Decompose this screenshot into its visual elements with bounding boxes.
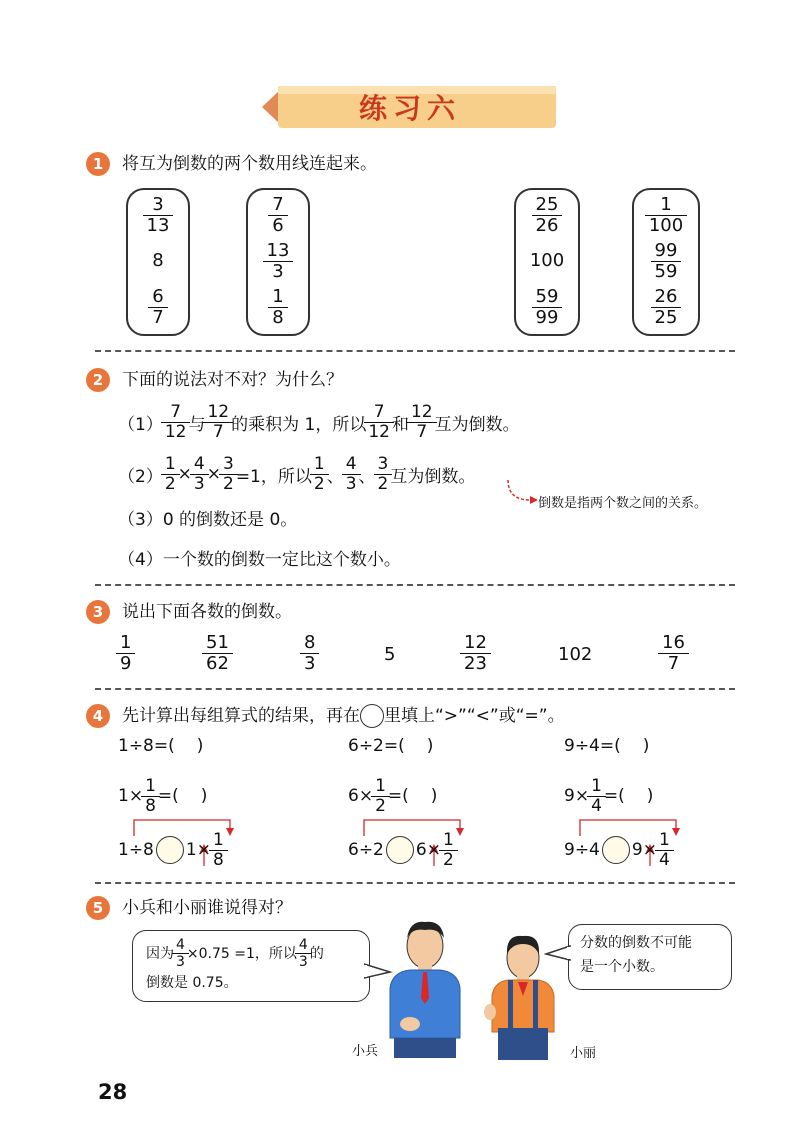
text-segment: 1 (120, 632, 132, 653)
text-segment: 4 (345, 453, 357, 474)
text-segment: 7 (407, 422, 437, 441)
text-segment: （1） (118, 414, 163, 435)
fraction (653, 288, 680, 327)
section-divider (95, 882, 735, 884)
fraction (534, 288, 561, 327)
text-segment: 4 (655, 850, 674, 869)
bubble-left-line2: 倒数是 0.75。 (146, 975, 238, 991)
text-segment: 7 (658, 653, 689, 673)
question-number-5: 5 (86, 896, 110, 920)
boy-name: 小兵 (352, 1044, 379, 1059)
text-segment: 1 (442, 829, 454, 850)
text-segment: 1 (145, 775, 156, 796)
question-1-text: 将互为倒数的两个数用线连起来。 (122, 154, 377, 174)
section-divider (95, 350, 735, 352)
text-segment: 2 (374, 474, 393, 493)
title-banner (262, 82, 558, 132)
text-segment: =( (387, 786, 409, 806)
comparison-row (564, 830, 672, 870)
value-item (302, 634, 317, 673)
text-segment: 1 (591, 775, 602, 796)
text-segment: 6× (415, 840, 441, 860)
compare-circle[interactable] (386, 836, 414, 864)
text-segment: 3 (300, 653, 319, 673)
text-segment: 3 (263, 261, 294, 281)
fraction (647, 196, 685, 235)
text-segment: 2 (310, 474, 329, 493)
text-segment: 7 (373, 401, 385, 422)
text-segment: 25 (535, 194, 559, 215)
text-segment: 2 (161, 474, 180, 493)
fraction (205, 401, 231, 442)
division-expression (118, 736, 203, 756)
text-segment: 8 (304, 632, 316, 653)
text-segment: 互为倒数。 (434, 414, 520, 435)
text-segment: （2） (118, 466, 163, 487)
text-segment: 1 (272, 286, 284, 307)
text-segment: ) (426, 736, 434, 756)
text-segment: 的 (309, 945, 324, 962)
text-segment: 3 (222, 453, 234, 474)
text-segment: 25 (651, 307, 682, 327)
text-segment: 9÷4=( (564, 736, 621, 756)
text-segment: ×0.75 =1，所以 (186, 945, 297, 962)
question-3-text: 说出下面各数的倒数。 (122, 602, 292, 622)
multiplication-expression (348, 776, 437, 816)
value-item (462, 634, 489, 673)
fraction (589, 775, 604, 816)
text-segment: 51 (206, 632, 229, 653)
text-segment: 1 (212, 829, 224, 850)
text-segment: 3 (152, 194, 164, 215)
text-segment: 4 (298, 937, 308, 953)
fraction (302, 634, 317, 673)
multiplication-expression (564, 776, 653, 816)
text-segment: ) (646, 786, 654, 806)
text-segment: 、 (358, 466, 376, 487)
text-segment: 1 (658, 829, 670, 850)
text-segment: 7 (170, 401, 182, 422)
text-segment: 9× (631, 840, 657, 860)
fraction (653, 242, 680, 281)
text-segment: 26 (532, 215, 563, 235)
text-segment: 6÷2 (348, 840, 384, 860)
text-segment: 先计算出每组算式的结果，再在 (122, 706, 360, 726)
fraction (270, 288, 285, 327)
text-segment: 9 (116, 653, 135, 673)
text-segment: 3 (190, 474, 209, 493)
text-segment: 9× (564, 786, 590, 806)
text-segment: 1 (164, 453, 176, 474)
text-segment: ) (642, 736, 650, 756)
fraction (192, 453, 207, 494)
text-segment: 12 (161, 422, 191, 441)
text-segment: 13 (266, 240, 290, 261)
text-segment: 100 (645, 215, 687, 235)
fraction (462, 634, 489, 673)
value-item (204, 634, 231, 673)
text-segment: 里填上“>”“<”或“=”。 (384, 706, 565, 726)
page-number: 28 (98, 1080, 128, 1104)
text-segment: 26 (654, 286, 678, 307)
fraction (660, 634, 687, 673)
text-segment: ) (430, 786, 438, 806)
text-segment: 因为 (146, 945, 174, 962)
text-segment: =( (157, 786, 179, 806)
text-segment: 与 (188, 414, 206, 435)
text-segment: 12 (464, 632, 487, 653)
fraction (174, 938, 187, 969)
text-segment: 1÷8=( (118, 736, 175, 756)
text-segment: 互为倒数。 (390, 466, 476, 487)
value-item (118, 634, 133, 673)
fraction (150, 288, 165, 327)
value-item: 102 (558, 644, 593, 665)
text-segment: × (177, 464, 192, 484)
statement-3: （3）0 的倒数还是 0。 (118, 510, 298, 530)
text-segment: ) (196, 736, 204, 756)
question-number-1: 1 (86, 152, 110, 176)
text-segment: 3 (172, 953, 189, 969)
text-segment: 4 (176, 937, 185, 953)
fraction (265, 242, 292, 281)
fraction (657, 829, 672, 870)
text-segment: 4 (193, 453, 205, 474)
fraction (376, 453, 391, 494)
text-segment: 62 (202, 653, 233, 673)
text-segment: 13 (143, 215, 174, 235)
text-segment: 1× (118, 786, 144, 806)
text-segment: 2 (219, 474, 238, 493)
text-segment: 12 (207, 401, 230, 422)
text-segment: 1 (313, 453, 325, 474)
text-segment: 23 (460, 653, 491, 673)
text-segment: 7 (272, 194, 284, 215)
fraction (163, 453, 178, 494)
division-expression (348, 736, 433, 756)
text-segment: 1× (185, 840, 211, 860)
section-divider (95, 584, 735, 586)
text-segment: 7 (148, 307, 167, 327)
fraction (409, 401, 435, 442)
bubble-left-line1 (146, 938, 324, 969)
text-segment: 3 (342, 474, 361, 493)
question-4-text (122, 704, 565, 728)
text-segment: 1÷8 (118, 840, 154, 860)
fraction (204, 634, 231, 673)
text-segment: 7 (203, 422, 233, 441)
girl-illustration (478, 932, 568, 1060)
text-segment: 6 (268, 215, 287, 235)
statement-2 (118, 452, 475, 496)
text-segment: 3 (295, 953, 312, 969)
compare-circle[interactable] (602, 836, 630, 864)
question-number-4: 4 (86, 704, 110, 728)
section-divider (95, 688, 735, 690)
text-segment: 8 (268, 307, 287, 327)
text-segment: 、 (326, 466, 344, 487)
text-segment: 2 (439, 850, 458, 869)
question-number-2: 2 (86, 368, 110, 392)
text-segment: 9÷4 (564, 840, 600, 860)
text-segment: =( (603, 786, 625, 806)
text-segment: 8 (209, 850, 228, 869)
text-segment: 12 (410, 401, 433, 422)
note-arrow (500, 478, 540, 508)
text-segment: × (206, 464, 221, 484)
number-group-a (126, 188, 190, 336)
text-segment: 4 (587, 796, 606, 815)
note-text: 倒数是指两个数之间的关系。 (538, 496, 708, 511)
text-segment: 12 (364, 422, 394, 441)
text-segment: 6÷2=( (348, 736, 405, 756)
text-segment: 1 (375, 775, 386, 796)
fraction (211, 829, 226, 870)
text-segment: 1 (660, 194, 672, 215)
fraction (534, 196, 561, 235)
fraction (270, 196, 285, 235)
bubble-right-line1: 分数的倒数不可能 (580, 935, 692, 951)
fraction (366, 401, 392, 442)
comparison-row (118, 830, 226, 870)
text-segment: 6 (152, 286, 164, 307)
number-group-b (246, 188, 310, 336)
text-segment: 99 (532, 307, 563, 327)
text-segment: 的乘积为 1，所以 (231, 414, 367, 435)
comparison-row (348, 830, 456, 870)
question-5-text: 小兵和小丽谁说得对？ (122, 898, 292, 918)
bubble-right-line2: 是一个小数。 (580, 959, 664, 975)
text-segment: 99 (654, 240, 678, 261)
integer: 8 (152, 250, 164, 271)
fraction (221, 453, 236, 494)
division-expression (564, 736, 649, 756)
text-segment: 6× (348, 786, 374, 806)
integer: 100 (529, 250, 565, 271)
compare-circle[interactable] (156, 836, 184, 864)
girl-name: 小丽 (570, 1046, 597, 1061)
question-2-text: 下面的说法对不对？为什么？ (122, 370, 343, 390)
question-number-3: 3 (86, 600, 110, 624)
fraction (145, 196, 172, 235)
fraction (441, 829, 456, 870)
number-group-d (632, 188, 700, 336)
text-segment: 3 (377, 453, 389, 474)
value-item (660, 634, 687, 673)
text-segment: 59 (535, 286, 559, 307)
fraction (163, 401, 189, 442)
multiplication-expression (118, 776, 207, 816)
page-title: 练习六 (358, 92, 461, 125)
text-segment: ) (200, 786, 208, 806)
statement-4: （4）一个数的倒数一定比这个数小。 (118, 550, 401, 570)
fraction (344, 453, 359, 494)
statement-1 (118, 400, 520, 444)
text-segment: 16 (662, 632, 685, 653)
number-group-c (514, 188, 580, 336)
fraction (297, 938, 310, 969)
text-segment: 59 (651, 261, 682, 281)
text-segment: 2 (371, 796, 390, 815)
fraction (143, 775, 158, 816)
fraction (373, 775, 388, 816)
text-segment: 和 (391, 414, 409, 435)
fraction (118, 634, 133, 673)
value-item: 5 (384, 644, 396, 665)
boy-illustration (380, 918, 470, 1058)
fraction (312, 453, 327, 494)
circle-icon (360, 704, 384, 728)
text-segment: =1，所以 (235, 466, 312, 487)
text-segment: 8 (141, 796, 160, 815)
